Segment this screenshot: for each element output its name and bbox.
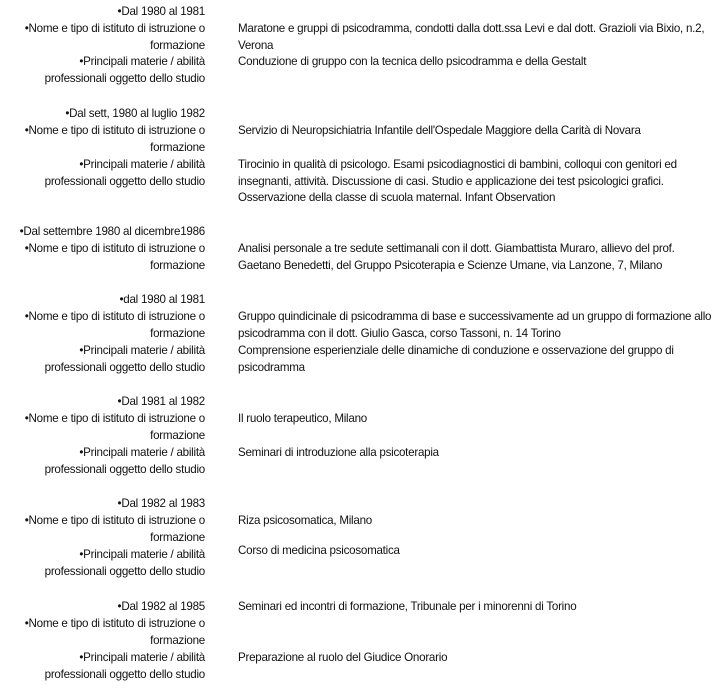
institute-label-line1: • Nome e tipo di istituto di istruzione o <box>0 309 205 326</box>
institute-label-line2: formazione <box>150 258 205 272</box>
subjects-label-line1: • Principali materie / abilità <box>0 54 205 71</box>
institute-label-line1: • Nome e tipo di istituto di istruzione o <box>0 411 205 428</box>
education-entry <box>0 599 719 684</box>
entry-date: • Dal sett, 1980 al luglio 1982 <box>0 106 205 123</box>
institute-label <box>0 21 205 54</box>
subjects-label-line2: professionali oggetto dello studio <box>44 174 205 188</box>
institute-label-line2: formazione <box>150 530 205 544</box>
subjects-label-line2: professionali oggetto dello studio <box>44 360 205 374</box>
subjects-label-line2: professionali oggetto dello studio <box>44 71 205 85</box>
entry-date: • Dal 1982 al 1983 <box>0 496 205 513</box>
subjects-label-line1: • Principali materie / abilità <box>0 157 205 174</box>
institute-label-line2: formazione <box>150 38 205 52</box>
institute-label <box>0 309 205 342</box>
institute-value: Il ruolo terapeutico, Milano <box>238 412 367 425</box>
institute-value: Gruppo quindicinale di psicodramma di base e successivamente ad un gruppo di formazione allo psicodramma con il dott. Giulio Gasca, corso Tassoni, n. 14 Torino <box>238 310 712 340</box>
education-entry <box>0 292 719 377</box>
institute-value: Analisi personale a tre sedute settimanali con il dott. Giambattista Muraro, allievo del prof. Gaetano Benedetti, del Gruppo Psicoterapia e Scienze Umane, via Lanzone, 7, Milano <box>238 242 675 272</box>
institute-label-line2: formazione <box>150 140 205 154</box>
institute-value: Servizio di Neuropsichiatria Infantile dell'Ospedale Maggiore della Carità di Novara <box>238 124 641 137</box>
entry-date: • Dal 1982 al 1985 <box>0 599 205 616</box>
subjects-label-line1: • Principali materie / abilità <box>0 343 205 360</box>
institute-value: Seminari ed incontri di formazione, Tribunale per i minorenni di Torino <box>238 600 577 613</box>
subjects-value: Corso di medicina psicosomatica <box>238 544 400 557</box>
institute-label <box>0 616 205 649</box>
institute-label-line2: formazione <box>150 326 205 340</box>
subjects-label <box>0 157 205 190</box>
institute-label <box>0 513 205 546</box>
subjects-value: Comprensione esperienziale delle dinamiche di conduzione e osservazione del gruppo di psicodramma <box>238 344 674 374</box>
subjects-label <box>0 445 205 478</box>
institute-label-line1: • Nome e tipo di istituto di istruzione o <box>0 616 205 633</box>
institute-label-line2: formazione <box>150 428 205 442</box>
subjects-value: Seminari di introduzione alla psicoterapia <box>238 446 439 459</box>
entry-date: • Dal settembre 1980 al dicembre1986 <box>0 224 205 241</box>
institute-label-line1: • Nome e tipo di istituto di istruzione o <box>0 21 205 38</box>
education-entry <box>0 106 719 207</box>
subjects-label-line1: • Principali materie / abilità <box>0 650 205 667</box>
subjects-label-line1: • Principali materie / abilità <box>0 547 205 564</box>
education-entry <box>0 394 719 479</box>
subjects-label <box>0 650 205 683</box>
subjects-value: Tirocinio in qualità di psicologo. Esami psicodiagnostici di bambini, colloqui con genitori ed insegnanti, attività. Discussione di casi. Studio e applicazione dei test psicologici grafici. Osservazione della classe di scuola maternal. Infant Observation <box>238 158 677 204</box>
institute-value: Maratone e gruppi di psicodramma, condotti dalla dott.ssa Levi e dal dott. Grazioli via Bixio, n.2, Verona <box>238 22 705 52</box>
subjects-value: Conduzione di gruppo con la tecnica dello psicodramma e della Gestalt <box>238 55 587 68</box>
institute-label-line2: formazione <box>150 633 205 647</box>
institute-label-line1: • Nome e tipo di istituto di istruzione o <box>0 241 205 258</box>
subjects-label <box>0 54 205 87</box>
subjects-label <box>0 343 205 376</box>
subjects-label-line2: professionali oggetto dello studio <box>44 667 205 681</box>
subjects-label <box>0 547 205 580</box>
subjects-value: Preparazione al ruolo del Giudice Onorario <box>238 651 448 664</box>
institute-label <box>0 411 205 444</box>
institute-label <box>0 241 205 274</box>
entry-date: • Dal 1980 al 1981 <box>0 4 205 21</box>
institute-label-line1: • Nome e tipo di istituto di istruzione o <box>0 513 205 530</box>
subjects-label-line1: • Principali materie / abilità <box>0 445 205 462</box>
institute-label-line1: • Nome e tipo di istituto di istruzione o <box>0 123 205 140</box>
education-entry <box>0 224 719 275</box>
entry-date: • Dal 1981 al 1982 <box>0 394 205 411</box>
subjects-label-line2: professionali oggetto dello studio <box>44 564 205 578</box>
education-entry <box>0 496 719 581</box>
institute-label <box>0 123 205 156</box>
institute-value: Riza psicosomatica, Milano <box>238 514 372 527</box>
education-entry <box>0 4 719 87</box>
subjects-label-line2: professionali oggetto dello studio <box>44 462 205 476</box>
entry-date: • dal 1980 al 1981 <box>0 292 205 309</box>
